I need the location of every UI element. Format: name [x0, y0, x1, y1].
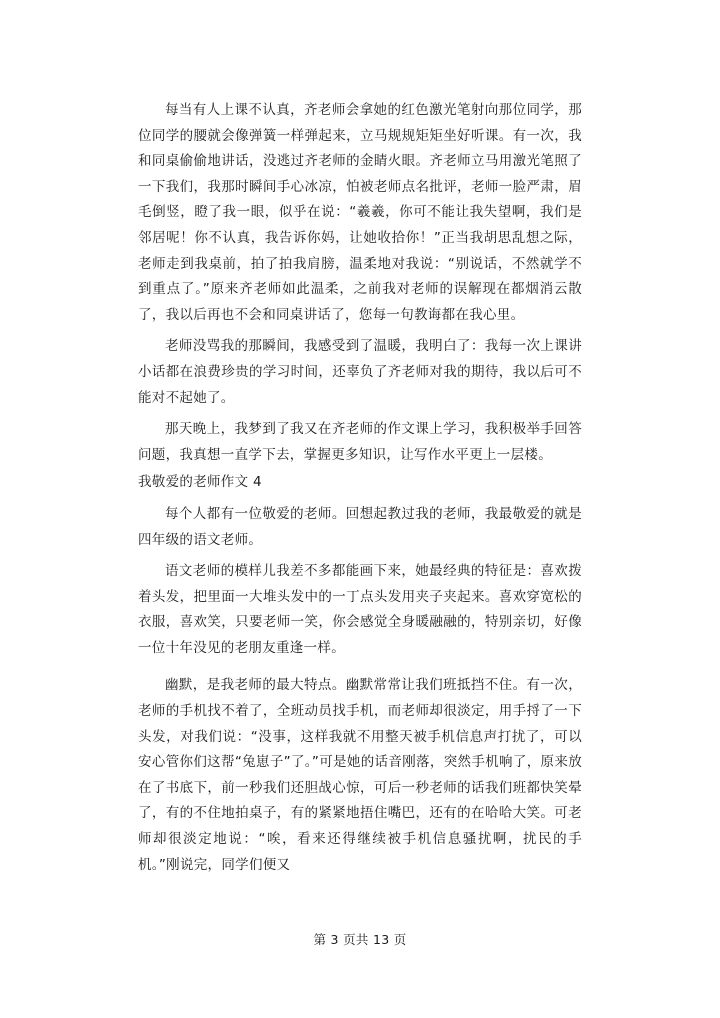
paragraph-1: 每当有人上课不认真，齐老师会拿她的红色激光笔射向那位同学，那位同学的腰就会像弹簧一样弹起来，立马规规矩矩坐好听课。有一次，我和同桌偷偷地讲话，没逃过齐老师的金睛火眼。齐老师立马用激光笔照了一下我们，我那时瞬间手心冰凉，怕被老师点名批评，老师一脸严肃，眉毛倒竖，瞪了我一眼，似乎在说：“羲羲，你可不能让我失望啊，我们是邻居呢！你不认真，我告诉你妈，让她收拾你！”正当我胡思乱想之际，老师走到我桌前，拍了拍我肩膀，温柔地对我说：“别说话，不然就学不到重点了。”原来齐老师如此温柔，之前我对老师的误解现在都烟消云散了，我以后再也不会和同桌讲话了，您每一句教诲都在我心里。 [138, 102, 582, 323]
paragraph-5: 语文老师的模样儿我差不多都能画下来，她最经典的特征是：喜欢拨着头发，把里面一大堆头发中的一丁点头发用夹子夹起来。喜欢穿宽松的衣服，喜欢笑，只要老师一笑，你会感觉全身暖融融的，特别亲切，好像一位十年没见的老朋友重逢一样。 [138, 563, 582, 656]
document-body [138, 98, 582, 878]
paragraph-2: 老师没骂我的那瞬间，我感受到了温暖，我明白了：我每一次上课讲小话都在浪费珍贵的学习时间，还辜负了齐老师对我的期待，我以后可不能对不起她了。 [138, 338, 582, 406]
paragraph-6: 幽默，是我老师的最大特点。幽默常常让我们班抵挡不住。有一次，老师的手机找不着了，全班动员找手机，而老师却很淡定，用手捋了一下头发，对我们说：“没事，这样我就不用整天被手机信息声打扰了，可以安心管你们这帮“兔崽子”了。”可是她的话音刚落，突然手机响了，原来放在了书底下，前一秒我们还胆战心惊，可后一秒老师的话我们班都快笑晕了，有的不住地拍桌子，有的紧紧地捂住嘴巴，还有的在哈哈大笑。可老师却很淡定地说：“唉，看来还得继续被手机信息骚扰啊，扰民的手机。”刚说完，同学们便又 [138, 677, 582, 873]
paragraph-4: 每个人都有一位敬爱的老师。回想起教过我的老师，我最敬爱的就是四年级的语文老师。 [138, 505, 582, 548]
section-heading: 我敬爱的老师作文 4 [138, 474, 262, 491]
paragraph-3: 那天晚上，我梦到了我又在齐老师的作文课上学习，我积极举手回答问题，我真想一直学下去，掌握更多知识，让写作水平更上一层楼。 [138, 421, 582, 463]
page-number-footer: 第 3 页共 13 页 [313, 932, 407, 947]
